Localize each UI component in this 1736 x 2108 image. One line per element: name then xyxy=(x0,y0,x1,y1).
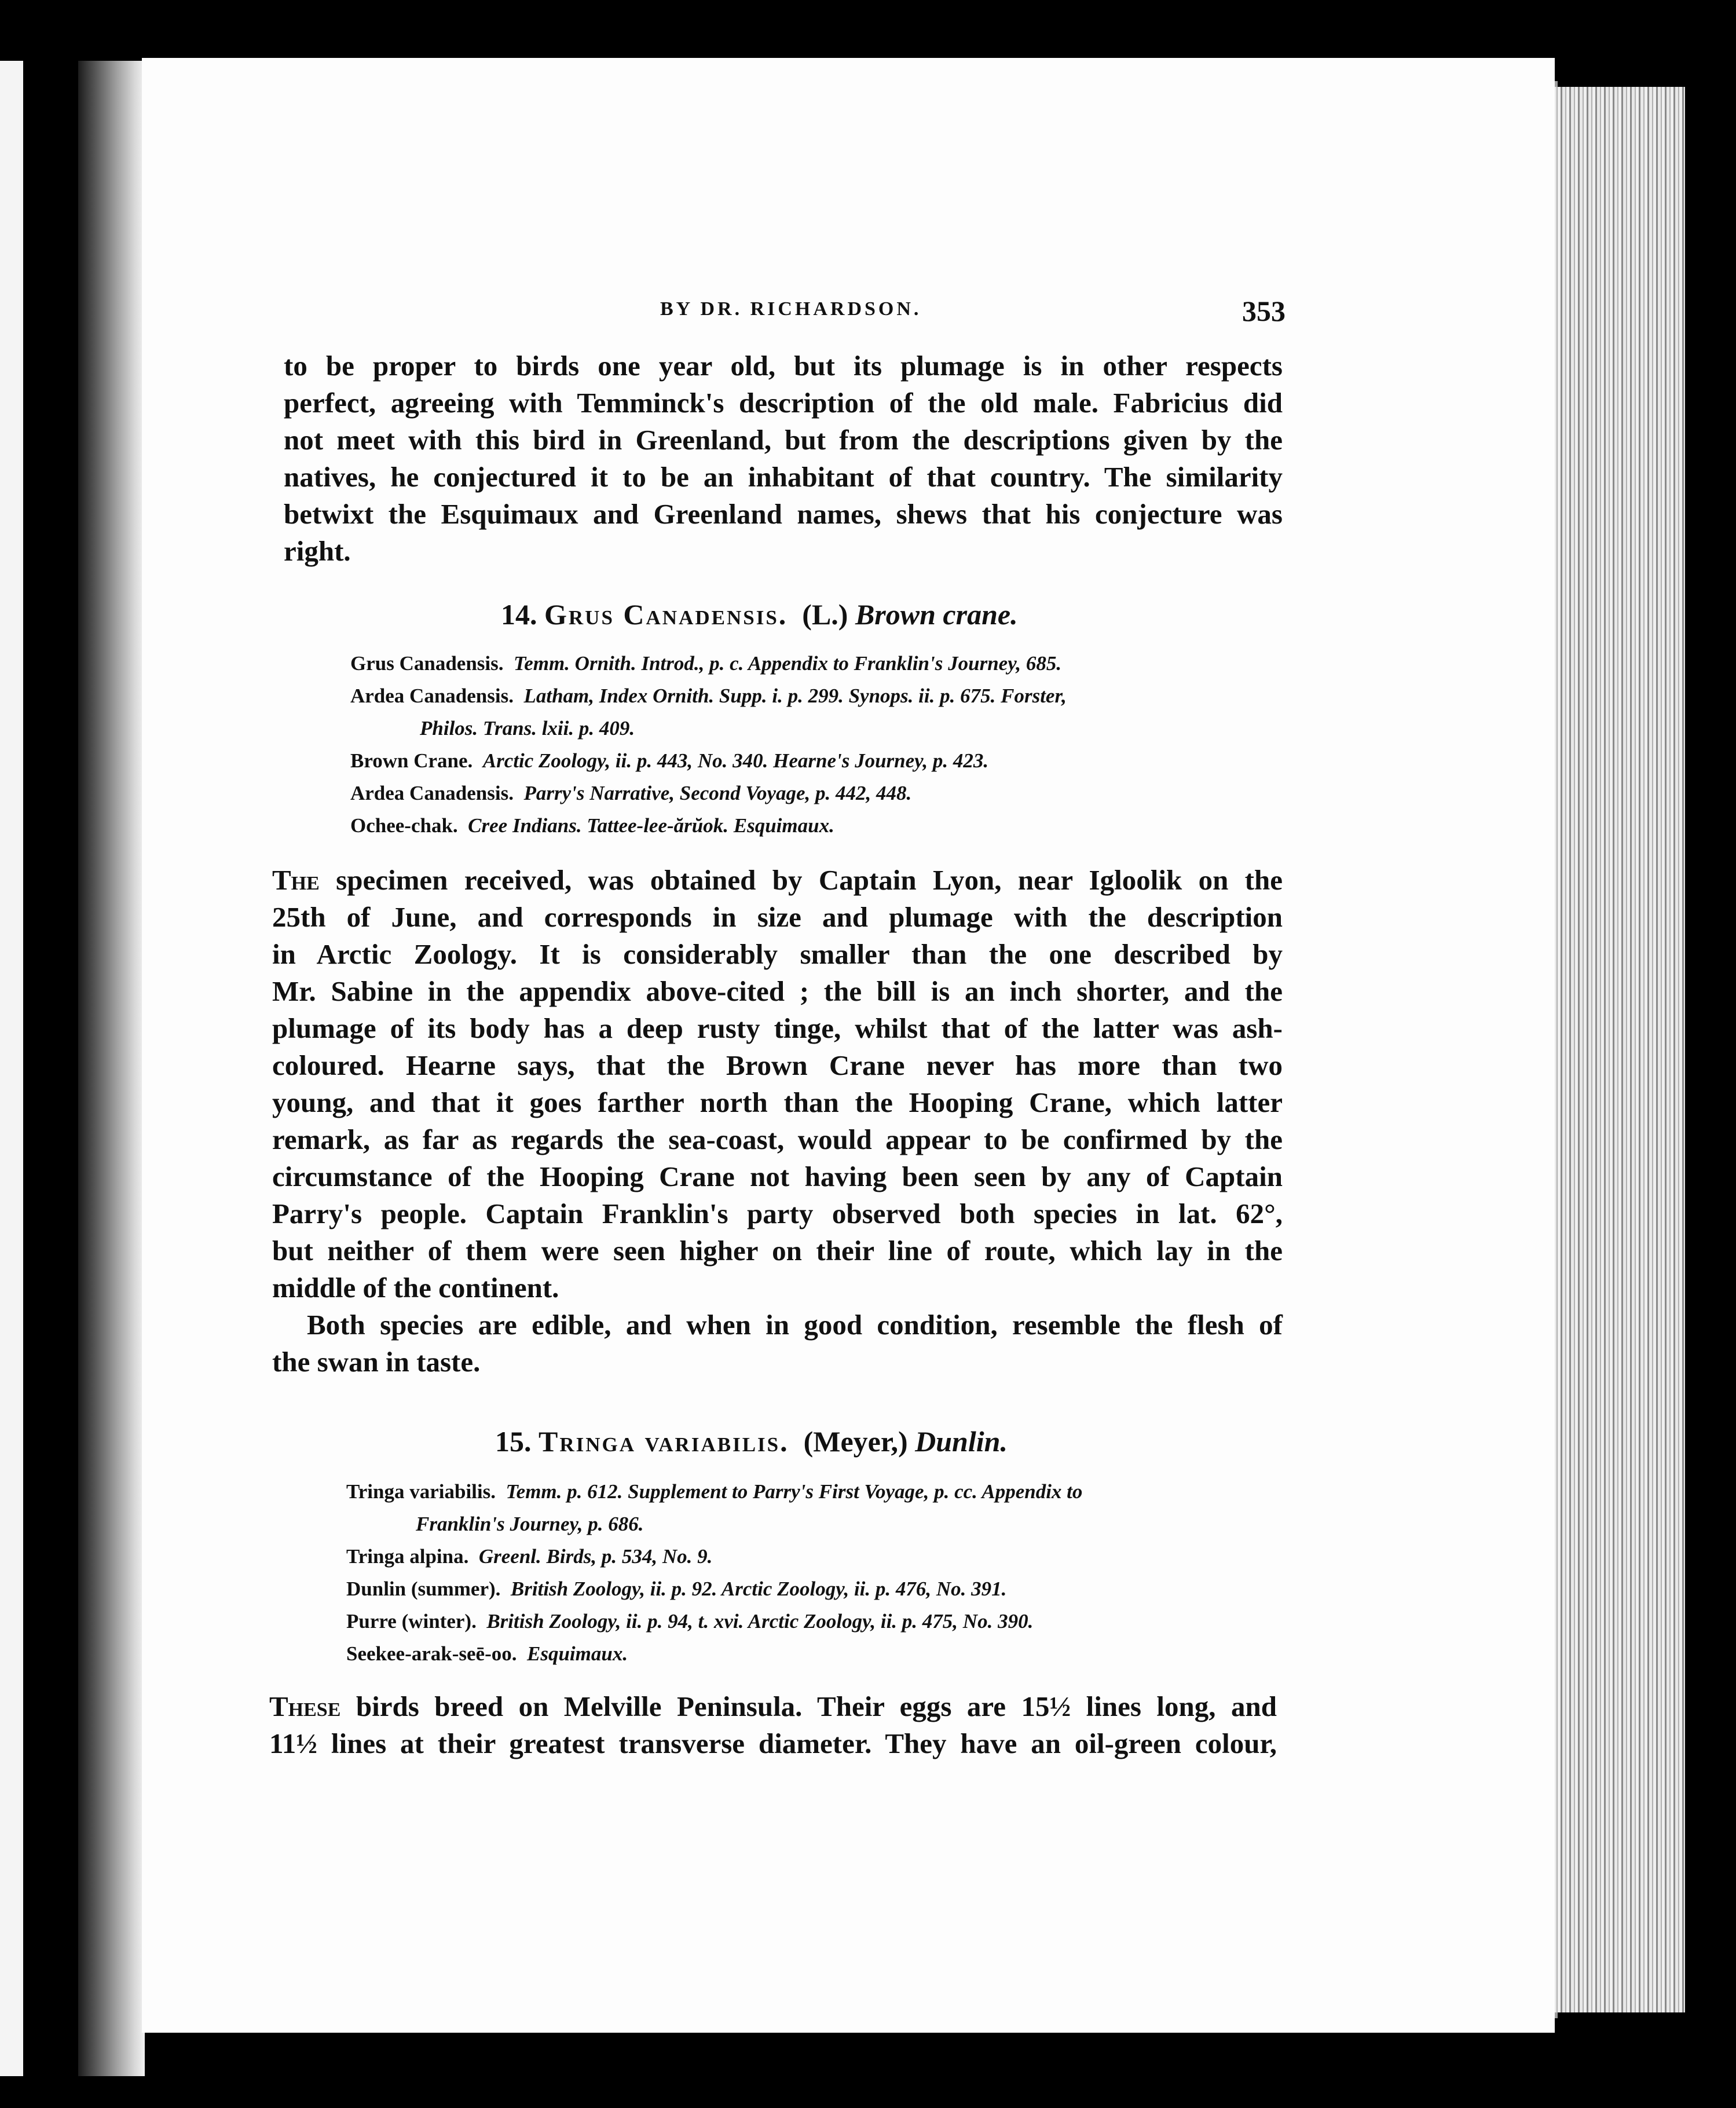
synonym-line xyxy=(350,745,1067,777)
synonym-line xyxy=(346,1476,1082,1508)
text-line: coloured. Hearne says, that the Brown Crane never has more than two xyxy=(272,1049,1283,1081)
text-line: plumage of its body has a deep rusty tinge, whilst that of the latter was ash- xyxy=(272,1012,1283,1044)
synonym-reference: Philos. Trans. lxii. p. 409. xyxy=(420,717,635,740)
text-line: young, and that it goes farther north than the Hooping Crane, which latter xyxy=(272,1086,1283,1118)
species-latin-name: Grus Canadensis. xyxy=(544,598,788,631)
text-line: not meet with this bird in Greenland, but from the descriptions given by the xyxy=(284,424,1283,456)
synonym-line xyxy=(346,1540,1082,1573)
text-line xyxy=(269,1688,1277,1725)
synonym-name: Tringa variabilis. xyxy=(346,1480,496,1503)
text-line: circumstance of the Hooping Crane not having been seen by any of Captain xyxy=(272,1161,1283,1192)
species-latin-name: Tringa variabilis. xyxy=(539,1425,789,1458)
synonym-name: Purre (winter). xyxy=(346,1610,477,1633)
drop-word: These xyxy=(269,1690,341,1722)
synonym-reference: Esquimaux. xyxy=(526,1642,628,1665)
text-line: Parry's people. Captain Franklin's party observed both species in lat. 62°, xyxy=(272,1198,1283,1229)
text-line: right. xyxy=(284,535,351,567)
page-number: 353 xyxy=(1242,295,1285,327)
synonym-line xyxy=(346,1508,1082,1540)
synonym-reference: Temm. p. 612. Supplement to Parry's First Voyage, p. cc. Appendix to xyxy=(506,1480,1083,1503)
page-block-edges xyxy=(1543,87,1685,2012)
synonym-reference: British Zoology, ii. p. 92. Arctic Zoology, ii. p. 476, No. 391. xyxy=(510,1578,1007,1600)
species-14-heading xyxy=(501,598,1018,631)
synonym-reference: Franklin's Journey, p. 686. xyxy=(416,1513,644,1535)
text-line: natives, he conjectured it to be an inhabitant of that country. The similarity xyxy=(284,461,1283,493)
synonym-reference: Latham, Index Ornith. Supp. i. p. 299. Synops. ii. p. 675. Forster, xyxy=(523,685,1067,707)
text-line: betwixt the Esquimaux and Greenland names, shews that his conjecture was xyxy=(284,498,1283,530)
synonym-reference: Parry's Narrative, Second Voyage, p. 442, 448. xyxy=(523,782,912,804)
synonym-name: Ochee-chak. xyxy=(350,814,458,837)
text-line: the swan in taste. xyxy=(272,1346,481,1378)
text-line: middle of the continent. xyxy=(272,1272,559,1304)
synonym-line xyxy=(350,777,1067,810)
text-line: in Arctic Zoology. It is considerably smaller than the one described by xyxy=(272,938,1283,970)
species-author: (Meyer,) xyxy=(803,1425,908,1458)
text-line xyxy=(272,862,1283,899)
text-line: to be proper to birds one year old, but its plumage is in other respects xyxy=(284,350,1283,382)
species-15-heading xyxy=(495,1425,1008,1458)
book-gutter-shadow xyxy=(78,61,145,2076)
synonym-line xyxy=(346,1605,1082,1638)
synonym-name: Brown Crane. xyxy=(350,749,473,772)
synonym-reference: Greenl. Birds, p. 534, No. 9. xyxy=(478,1545,713,1568)
species-14-synonymy xyxy=(350,647,1067,842)
synonym-line xyxy=(350,712,1067,745)
text-line: Both species are edible, and when in good condition, resemble the flesh of xyxy=(307,1309,1283,1341)
running-head: BY DR. RICHARDSON. xyxy=(660,298,922,320)
text-line-content: birds breed on Melville Peninsula. Their eggs are 15½ lines long, and xyxy=(356,1690,1277,1722)
species-author: (L.) xyxy=(802,598,848,631)
synonym-line xyxy=(350,810,1067,842)
drop-word: The xyxy=(272,864,320,896)
intro-paragraph xyxy=(284,347,1283,570)
text-line: but neither of them were seen higher on their line of route, which lay in the xyxy=(272,1235,1283,1267)
synonym-name: Ardea Canadensis. xyxy=(350,685,514,707)
facing-page-edge xyxy=(0,61,23,2076)
synonym-name: Grus Canadensis. xyxy=(350,652,504,675)
synonym-name: Seekee-arak-seē-oo. xyxy=(346,1642,517,1665)
synonym-line xyxy=(346,1573,1082,1605)
synonym-name: Tringa alpina. xyxy=(346,1545,469,1568)
synonym-reference: Arctic Zoology, ii. p. 443, No. 340. Hearne's Journey, p. 423. xyxy=(482,749,989,772)
synonym-reference: Cree Indians. Tattee-lee-ărŭok. Esquimaux. xyxy=(468,814,834,837)
species-number: 15. xyxy=(495,1425,532,1458)
text-line: 25th of June, and corresponds in size and plumage with the description xyxy=(272,901,1283,933)
species-common-name: Brown crane. xyxy=(855,598,1018,631)
text-line: perfect, agreeing with Temminck's description of the old male. Fabricius did xyxy=(284,387,1283,419)
text-line-content: specimen received, was obtained by Captain Lyon, near Igloolik on the xyxy=(336,864,1283,896)
species-common-name: Dunlin. xyxy=(915,1425,1008,1458)
synonym-line xyxy=(350,680,1067,712)
synonym-line xyxy=(346,1638,1082,1670)
synonym-line xyxy=(350,647,1067,680)
synonym-reference: British Zoology, ii. p. 94, t. xvi. Arctic Zoology, ii. p. 475, No. 390. xyxy=(486,1610,1034,1633)
species-14-body xyxy=(272,862,1283,1381)
text-line: Mr. Sabine in the appendix above-cited ; the bill is an inch shorter, and the xyxy=(272,975,1283,1007)
synonym-name: Ardea Canadensis. xyxy=(350,782,514,804)
synonym-name: Dunlin (summer). xyxy=(346,1578,501,1600)
species-number: 14. xyxy=(501,598,537,631)
text-line: remark, as far as regards the sea-coast, would appear to be confirmed by the xyxy=(272,1123,1283,1155)
species-15-synonymy xyxy=(346,1476,1082,1670)
synonym-reference: Temm. Ornith. Introd., p. c. Appendix to Franklin's Journey, 685. xyxy=(514,652,1062,675)
species-15-body xyxy=(269,1688,1277,1762)
text-line: 11½ lines at their greatest transverse diameter. They have an oil-green colour, xyxy=(269,1728,1277,1759)
